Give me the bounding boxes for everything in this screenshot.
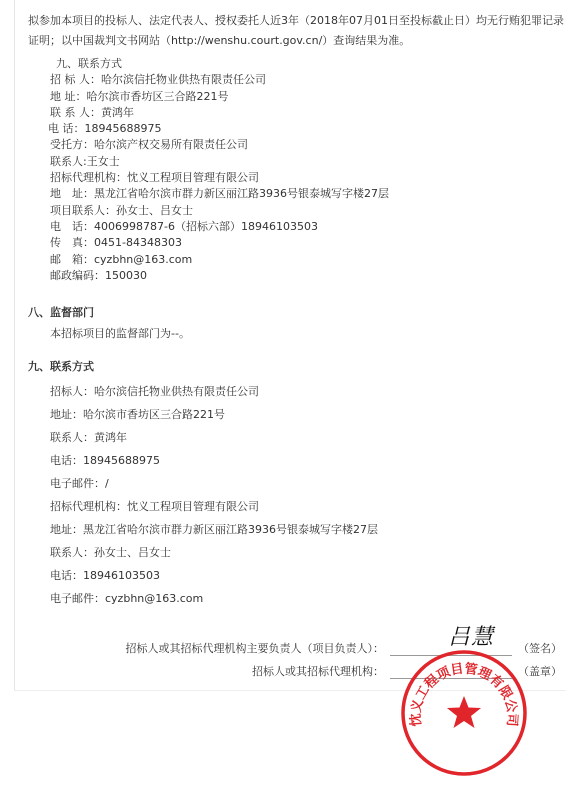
- seal-text: 忱义工程项目管理有限公司: [408, 661, 520, 727]
- section9-line: 招标代理机构：忱义工程项目管理有限公司: [50, 500, 259, 513]
- section8-body: 本招标项目的监督部门为--。: [50, 327, 190, 340]
- signature-suffix: （签名）: [518, 642, 562, 655]
- section9-line: 电话：18945688975: [50, 454, 160, 467]
- seal-label: 招标人或其招标代理机构：: [252, 665, 384, 678]
- intro-paragraph: 拟参加本项目的投标人、法定代表人、授权委托人近3年（2018年07月01日至投标截止日）均无行贿犯罪记录证明；以中国裁判文书网站（http://wenshu.court.gov.cn/）查询结果为准。: [28, 14, 564, 47]
- section9-line: 电子邮件：cyzbhn@163.com: [50, 592, 204, 605]
- section8-title: 八、监督部门: [28, 306, 94, 319]
- contact-line: 电 话：18945688975: [48, 122, 162, 136]
- contact-line: 电 话：4006998787-6（招标六部）18946103503: [50, 219, 318, 233]
- section9-title: 九、联系方式: [28, 360, 94, 373]
- left-border: [14, 0, 15, 690]
- section9-line: 地址：哈尔滨市香坊区三合路221号: [50, 408, 225, 421]
- seal-star-icon: [447, 696, 481, 728]
- section9-line: 电话：18946103503: [50, 569, 160, 582]
- section9-line: 招标人：哈尔滨信托物业供热有限责任公司: [50, 385, 259, 398]
- contact-line: 联 系 人：黄鸿年: [50, 105, 134, 119]
- contact-line: 联系人:王女士: [50, 154, 120, 168]
- contact-line: 项目联系人：孙女士、吕女士: [50, 203, 193, 217]
- contact-heading: 九、联系方式: [56, 57, 122, 70]
- section9-line: 电子邮件：/: [50, 477, 109, 490]
- company-seal-icon: [399, 648, 529, 778]
- handwritten-signature: 吕慧: [448, 625, 495, 650]
- contact-line: 招标代理机构：忱义工程项目管理有限公司: [50, 171, 259, 185]
- section9-line: 联系人：孙女士、吕女士: [50, 546, 171, 559]
- contact-line: 招 标 人：哈尔滨信托物业供热有限责任公司: [50, 73, 266, 87]
- contact-line: 邮政编码：150030: [50, 268, 147, 282]
- contact-line: 邮 箱：cyzbhn@163.com: [50, 252, 193, 266]
- section9-line: 地址：黑龙江省哈尔滨市群力新区丽江路3936号银泰城写字楼27层: [50, 523, 378, 536]
- contact-block: [50, 56, 389, 284]
- section9-line: 联系人：黄鸿年: [50, 431, 127, 444]
- contact-line: 受托方：哈尔滨产权交易所有限责任公司: [50, 138, 248, 152]
- contact-line: 地 址：黑龙江省哈尔滨市群力新区丽江路3936号银泰城写字楼27层: [50, 187, 389, 201]
- contact-line: 传 真：0451-84348303: [50, 236, 182, 250]
- section9-contact-list: [50, 380, 378, 610]
- contact-line: 地 址：哈尔滨市香坊区三合路221号: [50, 89, 229, 103]
- seal-suffix: （盖章）: [518, 665, 562, 678]
- signature-label: 招标人或其招标代理机构主要负责人（项目负责人）：: [125, 642, 384, 655]
